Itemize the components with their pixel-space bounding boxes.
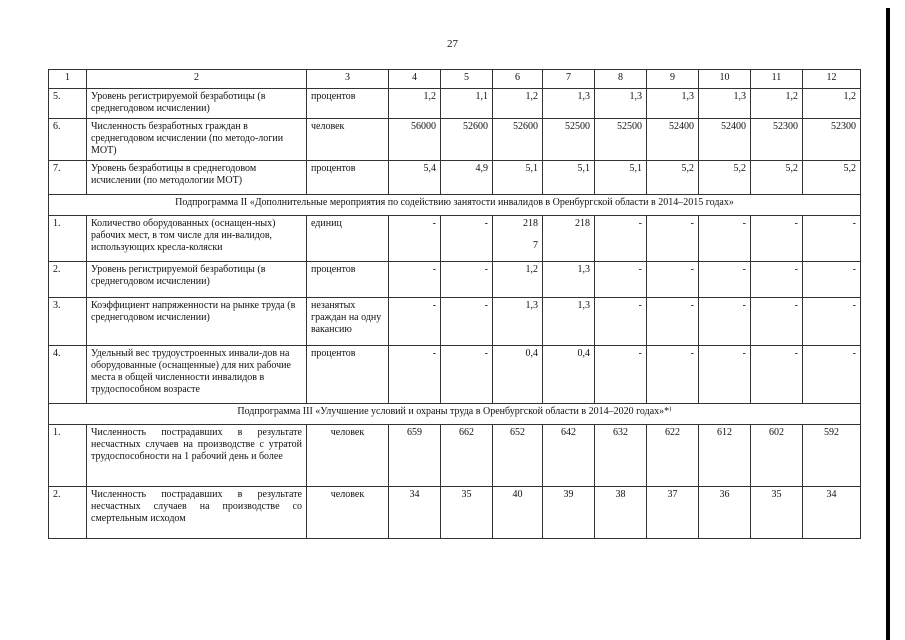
value-cell: 52600 <box>441 119 493 161</box>
value-cell: 1,3 <box>543 89 595 119</box>
value-cell: 35 <box>441 487 493 539</box>
value-cell: 52300 <box>803 119 861 161</box>
unit-of-measure: процентов <box>307 161 389 195</box>
value-cell: - <box>389 346 441 404</box>
value-cell: 5,4 <box>389 161 441 195</box>
value-cell: 52500 <box>543 119 595 161</box>
value-cell: - <box>389 262 441 298</box>
unit-of-measure: процентов <box>307 346 389 404</box>
indicator-name: Уровень регистрируемой безработицы (в среднегодовом исчислении) <box>87 262 307 298</box>
value-cell: 1,3 <box>543 298 595 346</box>
table-row <box>49 487 861 539</box>
value-cell: - <box>647 262 699 298</box>
value-cell: 1,3 <box>647 89 699 119</box>
column-number-header: 7 <box>543 70 595 89</box>
value-cell: 0,4 <box>543 346 595 404</box>
value-cell: - <box>751 216 803 262</box>
column-number-header: 9 <box>647 70 699 89</box>
column-number-header: 10 <box>699 70 751 89</box>
subprogram-row <box>49 195 861 216</box>
value-cell: 5,2 <box>647 161 699 195</box>
value-cell: 662 <box>441 425 493 487</box>
column-number-header: 1 <box>49 70 87 89</box>
column-number-header: 5 <box>441 70 493 89</box>
value-cell: - <box>595 262 647 298</box>
indicators-table <box>48 69 861 539</box>
value-cell: - <box>699 262 751 298</box>
value-cell: - <box>751 262 803 298</box>
value-cell: - <box>441 262 493 298</box>
header-row <box>49 70 861 89</box>
row-number: 4. <box>49 346 87 404</box>
unit-of-measure: человек <box>307 487 389 539</box>
table-row <box>49 346 861 404</box>
value-cell: - <box>699 298 751 346</box>
value-cell: 5,2 <box>803 161 861 195</box>
value-cell: - <box>803 262 861 298</box>
table-row <box>49 298 861 346</box>
value-cell: - <box>803 216 861 262</box>
value-cell: 622 <box>647 425 699 487</box>
column-number-header: 12 <box>803 70 861 89</box>
value-cell: 35 <box>751 487 803 539</box>
value-cell: 1,2 <box>493 262 543 298</box>
value-cell: 1,2 <box>493 89 543 119</box>
indicator-name: Уровень регистрируемой безработицы (в среднегодовом исчислении) <box>87 89 307 119</box>
value-cell: - <box>751 298 803 346</box>
subprogram-title: Подпрограмма II «Дополнительные мероприятия по содействию занятости инвалидов в Оренбургской области в 2014–2015 годах» <box>49 195 861 216</box>
value-cell: 52300 <box>751 119 803 161</box>
indicator-name: Коэффициент напряженности на рынке труда (в среднегодовом исчислении) <box>87 298 307 346</box>
value-text: 218 <box>523 218 538 229</box>
table-row <box>49 425 861 487</box>
value-cell: - <box>647 298 699 346</box>
value-cell: 5,2 <box>751 161 803 195</box>
value-cell: - <box>595 298 647 346</box>
value-cell: 5,1 <box>493 161 543 195</box>
value-cell: 39 <box>543 487 595 539</box>
value-cell: 40 <box>493 487 543 539</box>
unit-of-measure: человек <box>307 119 389 161</box>
value-cell: 652 <box>493 425 543 487</box>
value-continuation-text: 7 <box>533 240 538 251</box>
indicator-name: Численность безработных граждан в среднегодовом исчислении (по методо-логии МОТ) <box>87 119 307 161</box>
value-cell: - <box>647 216 699 262</box>
column-number-header: 11 <box>751 70 803 89</box>
row-number: 5. <box>49 89 87 119</box>
value-cell: - <box>803 298 861 346</box>
value-cell: - <box>441 298 493 346</box>
value-cell: - <box>751 346 803 404</box>
unit-of-measure: единиц <box>307 216 389 262</box>
value-cell: - <box>699 216 751 262</box>
unit-of-measure: человек <box>307 425 389 487</box>
value-cell: 1,3 <box>493 298 543 346</box>
value-cell: 5,2 <box>699 161 751 195</box>
value-cell: - <box>441 216 493 262</box>
value-cell: - <box>595 216 647 262</box>
table-row <box>49 161 861 195</box>
value-cell <box>493 216 543 262</box>
value-cell: 612 <box>699 425 751 487</box>
row-number: 2. <box>49 487 87 539</box>
indicator-name: Численность пострадавших в результате несчастных случаев на производстве с утратой трудоспособности на 1 рабочий день и более <box>87 425 307 487</box>
value-cell: 1,3 <box>543 262 595 298</box>
value-cell: 34 <box>803 487 861 539</box>
value-cell: - <box>803 346 861 404</box>
table-row <box>49 262 861 298</box>
value-cell: 602 <box>751 425 803 487</box>
value-cell: 5,1 <box>543 161 595 195</box>
value-cell: 37 <box>647 487 699 539</box>
value-cell: 642 <box>543 425 595 487</box>
subprogram-title: Подпрограмма III «Улучшение условий и охраны труда в Оренбургской области в 2014–2020 годах»*⁾ <box>49 404 861 425</box>
value-cell: 52400 <box>699 119 751 161</box>
unit-of-measure: незанятых граждан на одну вакансию <box>307 298 389 346</box>
row-number: 1. <box>49 425 87 487</box>
value-cell: 659 <box>389 425 441 487</box>
value-cell: - <box>389 216 441 262</box>
column-number-header: 3 <box>307 70 389 89</box>
column-number-header: 8 <box>595 70 647 89</box>
indicator-name: Численность пострадавших в результате несчастных случаев на производстве со смертельным исходом <box>87 487 307 539</box>
value-cell: 1,1 <box>441 89 493 119</box>
subprogram-row <box>49 404 861 425</box>
value-cell: 0,4 <box>493 346 543 404</box>
table-row <box>49 216 861 262</box>
column-number-header: 4 <box>389 70 441 89</box>
row-number: 2. <box>49 262 87 298</box>
indicator-name: Удельный вес трудоустроенных инвали-дов на оборудованные (оснащенные) для них рабочие места в общей численности инвалидов в трудоспособном возрасте <box>87 346 307 404</box>
indicator-name: Уровень безработицы в среднегодовом исчислении (по методологии МОТ) <box>87 161 307 195</box>
indicator-name: Количество оборудованных (оснащен-ных) рабочих мест, в том числе для ин-валидов, использующих кресла-коляски <box>87 216 307 262</box>
page-number: 27 <box>447 38 458 50</box>
unit-of-measure: процентов <box>307 89 389 119</box>
column-number-header: 2 <box>87 70 307 89</box>
value-cell: 1,2 <box>389 89 441 119</box>
value-cell: - <box>389 298 441 346</box>
value-cell: 1,3 <box>699 89 751 119</box>
value-cell: - <box>441 346 493 404</box>
value-cell: - <box>647 346 699 404</box>
value-cell: 38 <box>595 487 647 539</box>
value-cell: - <box>699 346 751 404</box>
column-number-header: 6 <box>493 70 543 89</box>
value-cell: 52400 <box>647 119 699 161</box>
value-cell: 52500 <box>595 119 647 161</box>
value-cell: 4,9 <box>441 161 493 195</box>
value-cell: 34 <box>389 487 441 539</box>
row-number: 7. <box>49 161 87 195</box>
value-cell: 52600 <box>493 119 543 161</box>
value-cell: 1,2 <box>751 89 803 119</box>
value-cell: 5,1 <box>595 161 647 195</box>
value-cell: 218 <box>543 216 595 262</box>
value-cell: 632 <box>595 425 647 487</box>
value-cell: 36 <box>699 487 751 539</box>
value-cell: - <box>595 346 647 404</box>
unit-of-measure: процентов <box>307 262 389 298</box>
value-cell: 56000 <box>389 119 441 161</box>
value-cell: 592 <box>803 425 861 487</box>
value-cell: 1,2 <box>803 89 861 119</box>
value-cell: 1,3 <box>595 89 647 119</box>
table-row <box>49 89 861 119</box>
scan-edge-bar <box>886 8 890 640</box>
row-number: 1. <box>49 216 87 262</box>
row-number: 3. <box>49 298 87 346</box>
table-row <box>49 119 861 161</box>
row-number: 6. <box>49 119 87 161</box>
